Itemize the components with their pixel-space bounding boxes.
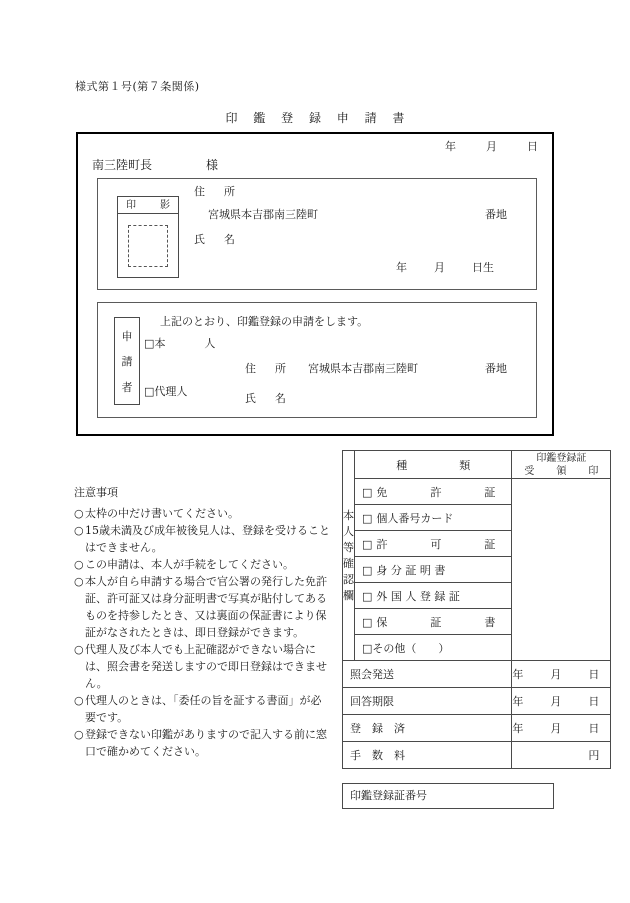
- note-text: 本人が自ら申請する場合で官公署の発行した免許証、許可証又は身分証明書で写真が貼付してあるものを持参したとき、又は裏面の保証書により保証がなされたときは、即日登録ができます。: [85, 575, 327, 639]
- address-suffix: 番地: [485, 208, 507, 221]
- note-item: [74, 641, 330, 692]
- id-type-label: 個人番号カード: [376, 511, 454, 525]
- applicant-side-label-char-3: 者: [121, 380, 133, 394]
- page-title: 印 鑑 登 録 申 請 書: [225, 111, 411, 125]
- note-bullet-icon: ○: [74, 728, 84, 741]
- address-label: 住 所: [194, 185, 239, 198]
- application-date-line: [445, 138, 538, 154]
- note-item: [74, 726, 330, 760]
- id-type-option[interactable]: [355, 479, 512, 505]
- office-side-label-char-1: 本: [343, 508, 354, 522]
- seal-impression-label: 印 影: [118, 197, 178, 214]
- reply-deadline-date[interactable]: [512, 688, 611, 715]
- office-use-table: [342, 450, 611, 769]
- year-label: 年: [512, 695, 524, 708]
- note-text: 登録できない印鑑がありますので記入する前に窓口で確かめてください。: [85, 728, 327, 758]
- applicant-address-value[interactable]: 宮城県本吉郡南三陸町: [308, 362, 418, 375]
- note-item: [74, 522, 330, 556]
- year-label: 年: [512, 722, 524, 735]
- note-item: [74, 573, 330, 641]
- id-type-option[interactable]: [355, 609, 512, 635]
- date-year-label: 年: [445, 140, 456, 153]
- note-text: この申請は、本人が手続をしてください。: [85, 558, 294, 571]
- address-value[interactable]: 宮城県本吉郡南三陸町: [208, 208, 318, 221]
- id-type-label: 保 証 書: [376, 615, 512, 629]
- month-label: 月: [550, 722, 562, 735]
- id-type-checkbox[interactable]: □: [362, 485, 373, 499]
- id-type-label: 免 許 証: [376, 485, 512, 499]
- birth-day-label: 日生: [472, 261, 494, 274]
- day-label: 日: [588, 695, 600, 708]
- note-text: 太枠の中だけ書いてください。: [85, 507, 239, 520]
- id-type-option[interactable]: [355, 531, 512, 557]
- applicant-side-label: [114, 317, 140, 405]
- note-bullet-icon: ○: [74, 558, 84, 571]
- office-side-label-char-2: 人: [343, 524, 354, 538]
- id-type-option[interactable]: [355, 635, 512, 661]
- note-bullet-icon: ○: [74, 643, 84, 656]
- table-header-row: [343, 451, 611, 479]
- id-type-label: 外 国 人 登 録 証: [376, 589, 460, 603]
- receipt-header-line1: 印鑑登録証: [536, 452, 587, 464]
- id-type-option[interactable]: [355, 557, 512, 583]
- note-bullet-icon: ○: [74, 524, 84, 537]
- registered-date[interactable]: [512, 715, 611, 742]
- addressee-line: [92, 156, 218, 173]
- office-side-label-char-6: 欄: [343, 588, 354, 602]
- checkbox-agent[interactable]: [144, 383, 187, 399]
- office-side-label-char-3: 等: [343, 540, 354, 554]
- declaration-statement: 上記のとおり、印鑑登録の申請をします。: [160, 315, 369, 328]
- checkbox-self[interactable]: [144, 335, 229, 351]
- note-text: 代理人のときは、「委任の旨を証する書面」が必要です。: [85, 694, 322, 724]
- id-type-checkbox[interactable]: □: [362, 511, 373, 525]
- applicant-info-box: [97, 178, 537, 290]
- registration-number-box[interactable]: [342, 783, 554, 809]
- note-item: [74, 692, 330, 726]
- note-text: 代理人及び本人でも上記確認ができない場合には、照会書を発送しますので即日登録はできません。: [85, 643, 327, 690]
- notes-title: 注意事項: [74, 486, 118, 499]
- note-text: 15歳未満及び成年被後見人は、登録を受けることはできません。: [85, 524, 330, 554]
- application-outer-frame: [76, 132, 554, 436]
- checkbox-self-box[interactable]: □: [144, 337, 155, 350]
- reply-deadline-label: 回答期限: [343, 688, 512, 715]
- registered-label: 登 録 済: [343, 715, 512, 742]
- table-row: [343, 661, 611, 688]
- applicant-name-label: 氏 名: [245, 392, 290, 405]
- applicant-side-label-char-2: 請: [121, 355, 133, 368]
- day-label: 日: [588, 722, 600, 735]
- id-type-label: その他（ ）: [372, 641, 450, 655]
- registration-number-label: 印鑑登録証番号: [350, 789, 427, 802]
- receipt-seal-area[interactable]: [512, 479, 611, 661]
- id-type-checkbox[interactable]: □: [362, 589, 373, 603]
- office-side-label: [343, 451, 355, 661]
- id-type-label: 身 分 証 明 書: [376, 563, 446, 577]
- column-header-receipt-seal: [512, 451, 611, 479]
- applicant-declaration-box: [97, 302, 537, 418]
- fee-label: 手 数 料: [343, 742, 512, 769]
- applicant-address-suffix: 番地: [485, 362, 507, 375]
- id-type-option[interactable]: [355, 583, 512, 609]
- id-type-option[interactable]: [355, 505, 512, 531]
- id-type-label: 許 可 証: [376, 537, 512, 551]
- seal-impression-area[interactable]: [118, 214, 178, 277]
- table-row: [343, 688, 611, 715]
- addressee-honorific: 様: [206, 158, 219, 172]
- checkbox-agent-label: 代理人: [154, 385, 188, 398]
- note-bullet-icon: ○: [74, 507, 84, 520]
- note-bullet-icon: ○: [74, 575, 84, 588]
- birth-month-label: 月: [434, 261, 445, 274]
- id-type-checkbox[interactable]: □: [362, 641, 373, 655]
- id-type-checkbox[interactable]: □: [362, 615, 373, 629]
- table-row: [343, 742, 611, 769]
- fee-amount[interactable]: [512, 742, 611, 769]
- column-header-type: 種 類: [355, 451, 512, 479]
- date-month-label: 月: [486, 140, 497, 153]
- month-label: 月: [550, 668, 562, 681]
- office-side-label-char-5: 認: [343, 572, 354, 586]
- inquiry-sent-label: 照会発送: [343, 661, 512, 688]
- seal-stamp-placeholder[interactable]: [128, 225, 168, 267]
- table-row: [343, 715, 611, 742]
- date-day-label: 日: [527, 140, 538, 153]
- seal-impression-box[interactable]: [117, 196, 179, 278]
- checkbox-agent-box[interactable]: □: [144, 385, 155, 398]
- office-side-label-char-4: 確: [343, 556, 354, 570]
- note-item: [74, 505, 330, 522]
- birth-year-label: 年: [396, 261, 407, 274]
- form-number: 様式第１号(第７条関係): [75, 80, 200, 93]
- id-type-checkbox[interactable]: □: [362, 563, 373, 577]
- checkbox-self-label: 本 人: [154, 337, 230, 350]
- birthdate-line: [396, 259, 494, 275]
- receipt-header-line2: 受 領 印: [524, 465, 605, 477]
- applicant-address-label: 住 所: [245, 362, 290, 375]
- table-row: [343, 479, 611, 505]
- addressee-name: 南三陸町長: [92, 158, 153, 172]
- inquiry-sent-date[interactable]: [512, 661, 611, 688]
- name-label: 氏 名: [194, 233, 239, 246]
- note-bullet-icon: ○: [74, 694, 84, 707]
- fee-unit-label: 円: [588, 749, 600, 762]
- id-type-checkbox[interactable]: □: [362, 537, 373, 551]
- month-label: 月: [550, 695, 562, 708]
- note-item: [74, 556, 330, 573]
- applicant-side-label-char-1: 申: [121, 329, 133, 343]
- day-label: 日: [588, 668, 600, 681]
- year-label: 年: [512, 668, 524, 681]
- notes-section: [74, 484, 330, 760]
